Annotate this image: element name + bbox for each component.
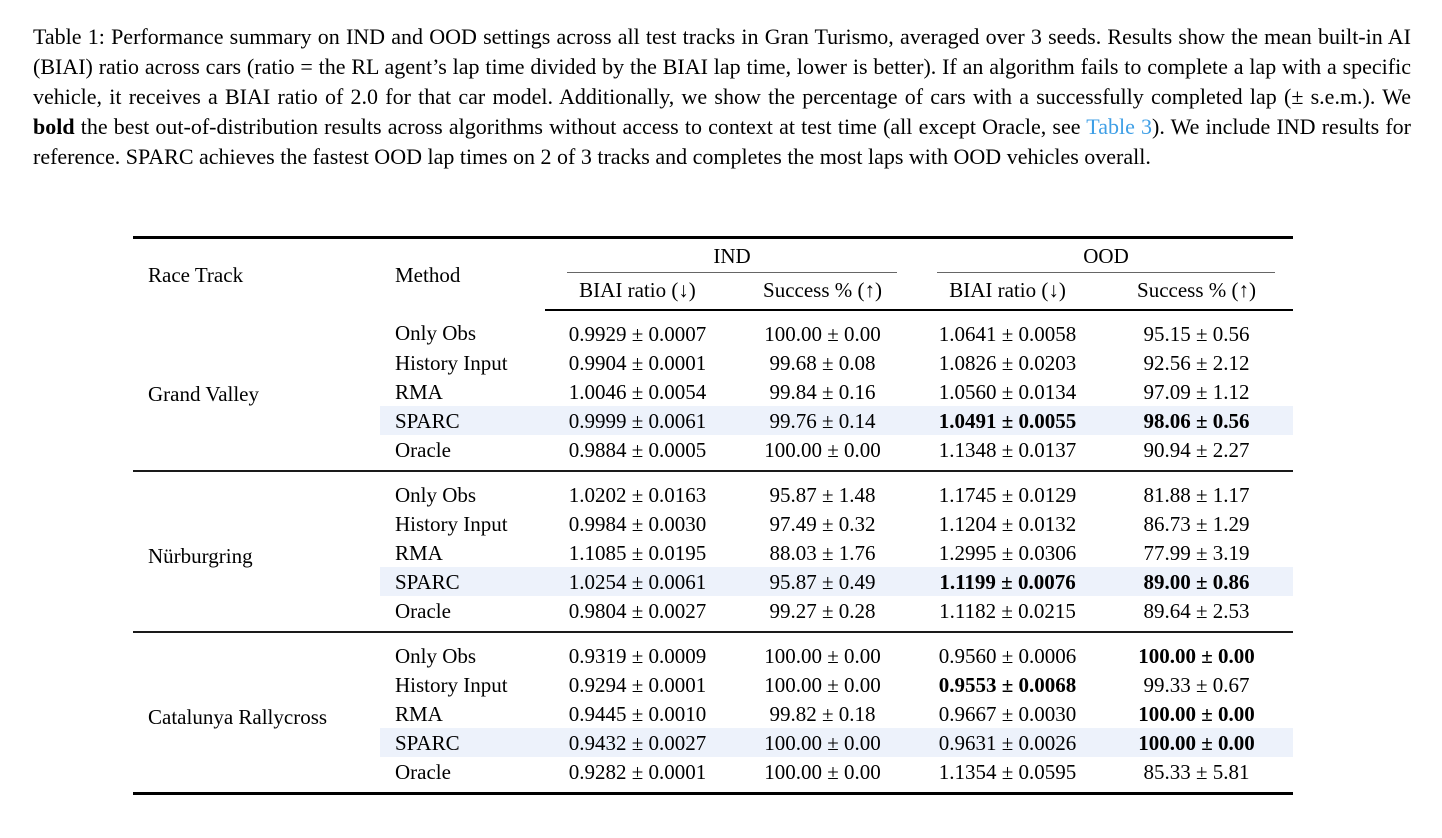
ind-biai-cell: 0.9294 ± 0.0001 bbox=[568, 672, 707, 697]
col-header-ood-success: Success % (↑) bbox=[1100, 273, 1293, 310]
method-cell: Only Obs bbox=[380, 632, 545, 670]
ind-biai-cell: 0.9432 ± 0.0027 bbox=[545, 728, 730, 757]
method-cell: SPARC bbox=[380, 567, 545, 596]
method-cell: Only Obs bbox=[395, 321, 477, 345]
track-name-grand-valley: Grand Valley bbox=[148, 382, 259, 406]
method-cell: Oracle bbox=[395, 437, 451, 462]
ood-biai-cell: 1.1348 ± 0.0137 bbox=[938, 437, 1077, 462]
ind-success-cell: 99.82 ± 0.18 bbox=[769, 701, 876, 726]
table-caption bbox=[33, 22, 1411, 172]
ind-success-cell: 100.00 ± 0.00 bbox=[764, 759, 881, 784]
ind-success-cell: 95.87 ± 1.48 bbox=[730, 471, 915, 509]
ood-success-cell: 90.94 ± 2.27 bbox=[1143, 437, 1250, 462]
caption-text-2: the best out-of-distribution results across algorithms without access to context at test time (all except Oracle, see bbox=[74, 114, 1087, 139]
results-table bbox=[133, 236, 1293, 795]
method-cell: SPARC bbox=[380, 728, 545, 757]
ind-biai-cell: 0.9804 ± 0.0027 bbox=[568, 598, 707, 623]
ind-success-cell: 100.00 ± 0.00 bbox=[764, 672, 881, 697]
ood-biai-cell: 1.1745 ± 0.0129 bbox=[915, 471, 1100, 509]
ood-biai-cell: 1.0826 ± 0.0203 bbox=[938, 350, 1077, 375]
table-row bbox=[133, 471, 1293, 509]
ind-biai-cell: 0.9282 ± 0.0001 bbox=[568, 759, 707, 784]
ood-biai-cell: 0.9667 ± 0.0030 bbox=[938, 701, 1077, 726]
ood-biai-cell: 1.0491 ± 0.0055 bbox=[915, 406, 1100, 435]
header-row-groups bbox=[133, 238, 1293, 274]
track-name-nurburgring: Nürburgring bbox=[133, 471, 380, 632]
ood-success-cell: 95.15 ± 0.56 bbox=[1143, 321, 1250, 346]
col-group-ood bbox=[915, 238, 1293, 274]
ind-group-label: IND bbox=[567, 243, 897, 273]
ood-success-cell: 98.06 ± 0.56 bbox=[1100, 406, 1293, 435]
method-cell: RMA bbox=[395, 701, 443, 726]
ood-success-cell: 89.00 ± 0.86 bbox=[1100, 567, 1293, 596]
table-row bbox=[133, 310, 1293, 348]
ood-success-cell: 100.00 ± 0.00 bbox=[1100, 632, 1293, 670]
ind-success-cell: 100.00 ± 0.00 bbox=[764, 437, 881, 462]
ood-group-label: OOD bbox=[937, 243, 1275, 273]
table3-link[interactable]: Table 3 bbox=[1086, 114, 1153, 139]
ood-biai-cell: 1.1354 ± 0.0595 bbox=[938, 759, 1077, 784]
col-header-method: Method bbox=[395, 262, 461, 287]
ind-success-cell: 99.84 ± 0.16 bbox=[769, 379, 876, 404]
ood-success-cell: 81.88 ± 1.17 bbox=[1100, 471, 1293, 509]
ood-biai-cell: 1.1182 ± 0.0215 bbox=[939, 598, 1076, 623]
ood-biai-cell: 1.0560 ± 0.0134 bbox=[938, 379, 1077, 404]
ind-biai-cell: 1.0046 ± 0.0054 bbox=[568, 379, 707, 404]
ind-biai-cell: 1.1085 ± 0.0195 bbox=[568, 540, 707, 565]
ood-success-cell: 100.00 ± 0.00 bbox=[1100, 728, 1293, 757]
caption-text-1: Table 1: Performance summary on IND and OOD settings across all test tracks in Gran Turismo, averaged over 3 seeds. Results show the mean built-in AI (BIAI) ratio across cars (ratio = the RL agent’s lap time divided by the BIAI lap time, lower is better). If an algorithm fails to complete a lap with a specific vehicle, it receives a BIAI ratio of 2.0 for that car model. Additionally, we show the percentage of cars with a successfully completed lap (± s.e.m.). We bbox=[33, 24, 1411, 109]
ind-biai-cell: 0.9904 ± 0.0001 bbox=[568, 350, 707, 375]
ood-success-cell: 92.56 ± 2.12 bbox=[1143, 350, 1250, 375]
ood-success-cell: 100.00 ± 0.00 bbox=[1138, 701, 1255, 726]
ood-success-cell: 77.99 ± 3.19 bbox=[1143, 540, 1250, 565]
ood-biai-cell: 1.2995 ± 0.0306 bbox=[938, 540, 1077, 565]
ood-success-cell: 85.33 ± 5.81 bbox=[1143, 759, 1250, 784]
ind-biai-cell: 0.9984 ± 0.0030 bbox=[568, 511, 707, 536]
ood-biai-cell: 0.9553 ± 0.0068 bbox=[938, 672, 1077, 697]
ind-biai-cell: 0.9929 ± 0.0007 bbox=[568, 321, 707, 346]
ood-success-cell: 89.64 ± 2.53 bbox=[1143, 598, 1250, 623]
caption-bold-word: bold bbox=[33, 114, 75, 139]
ind-biai-cell: 1.0202 ± 0.0163 bbox=[545, 471, 730, 509]
ood-biai-cell: 0.9631 ± 0.0026 bbox=[915, 728, 1100, 757]
ind-biai-cell: 0.9319 ± 0.0009 bbox=[545, 632, 730, 670]
ind-success-cell: 95.87 ± 0.49 bbox=[730, 567, 915, 596]
ind-success-cell: 100.00 ± 0.00 bbox=[730, 728, 915, 757]
ood-success-cell: 86.73 ± 1.29 bbox=[1143, 511, 1250, 536]
method-cell: Oracle bbox=[395, 598, 451, 623]
ind-success-cell: 97.49 ± 0.32 bbox=[769, 511, 876, 536]
col-header-ind-success: Success % (↑) bbox=[730, 273, 915, 310]
ind-success-cell: 99.76 ± 0.14 bbox=[730, 406, 915, 435]
ind-success-cell: 99.27 ± 0.28 bbox=[769, 598, 876, 623]
method-cell: Oracle bbox=[395, 759, 451, 784]
col-header-ind-biai: BIAI ratio (↓) bbox=[545, 273, 730, 310]
table-row bbox=[133, 632, 1293, 670]
method-cell: Only Obs bbox=[380, 471, 545, 509]
track-name-catalunya-rallycross: Catalunya Rallycross bbox=[133, 632, 380, 794]
ood-biai-cell: 1.1204 ± 0.0132 bbox=[938, 511, 1077, 536]
ind-biai-cell: 0.9999 ± 0.0061 bbox=[545, 406, 730, 435]
method-cell: RMA bbox=[395, 379, 443, 404]
ind-biai-cell: 1.0254 ± 0.0061 bbox=[545, 567, 730, 596]
ood-biai-cell: 0.9560 ± 0.0006 bbox=[915, 632, 1100, 670]
ind-biai-cell: 0.9884 ± 0.0005 bbox=[568, 437, 707, 462]
ind-success-cell: 88.03 ± 1.76 bbox=[769, 540, 876, 565]
col-group-ind bbox=[545, 238, 915, 274]
col-header-race-track: Race Track bbox=[148, 262, 244, 287]
ind-success-cell: 100.00 ± 0.00 bbox=[764, 321, 881, 346]
ind-biai-cell: 0.9445 ± 0.0010 bbox=[568, 701, 707, 726]
ood-success-cell: 99.33 ± 0.67 bbox=[1143, 672, 1250, 697]
ind-success-cell: 99.68 ± 0.08 bbox=[769, 350, 876, 375]
ood-biai-cell: 1.1199 ± 0.0076 bbox=[915, 567, 1100, 596]
caption-text-3: ). We include IND results for reference. SPARC achieves the fastest OOD lap times on 2 of 3 tracks and completes the most laps with OOD vehicles overall. bbox=[33, 114, 1411, 169]
method-cell: RMA bbox=[395, 540, 443, 565]
col-header-ood-biai: BIAI ratio (↓) bbox=[915, 273, 1100, 310]
ind-success-cell: 100.00 ± 0.00 bbox=[730, 632, 915, 670]
ood-success-cell: 97.09 ± 1.12 bbox=[1143, 379, 1250, 404]
method-cell: History Input bbox=[395, 511, 508, 536]
method-cell: SPARC bbox=[380, 406, 545, 435]
ood-biai-cell: 1.0641 ± 0.0058 bbox=[938, 321, 1077, 346]
method-cell: History Input bbox=[395, 672, 508, 697]
method-cell: History Input bbox=[395, 350, 508, 375]
